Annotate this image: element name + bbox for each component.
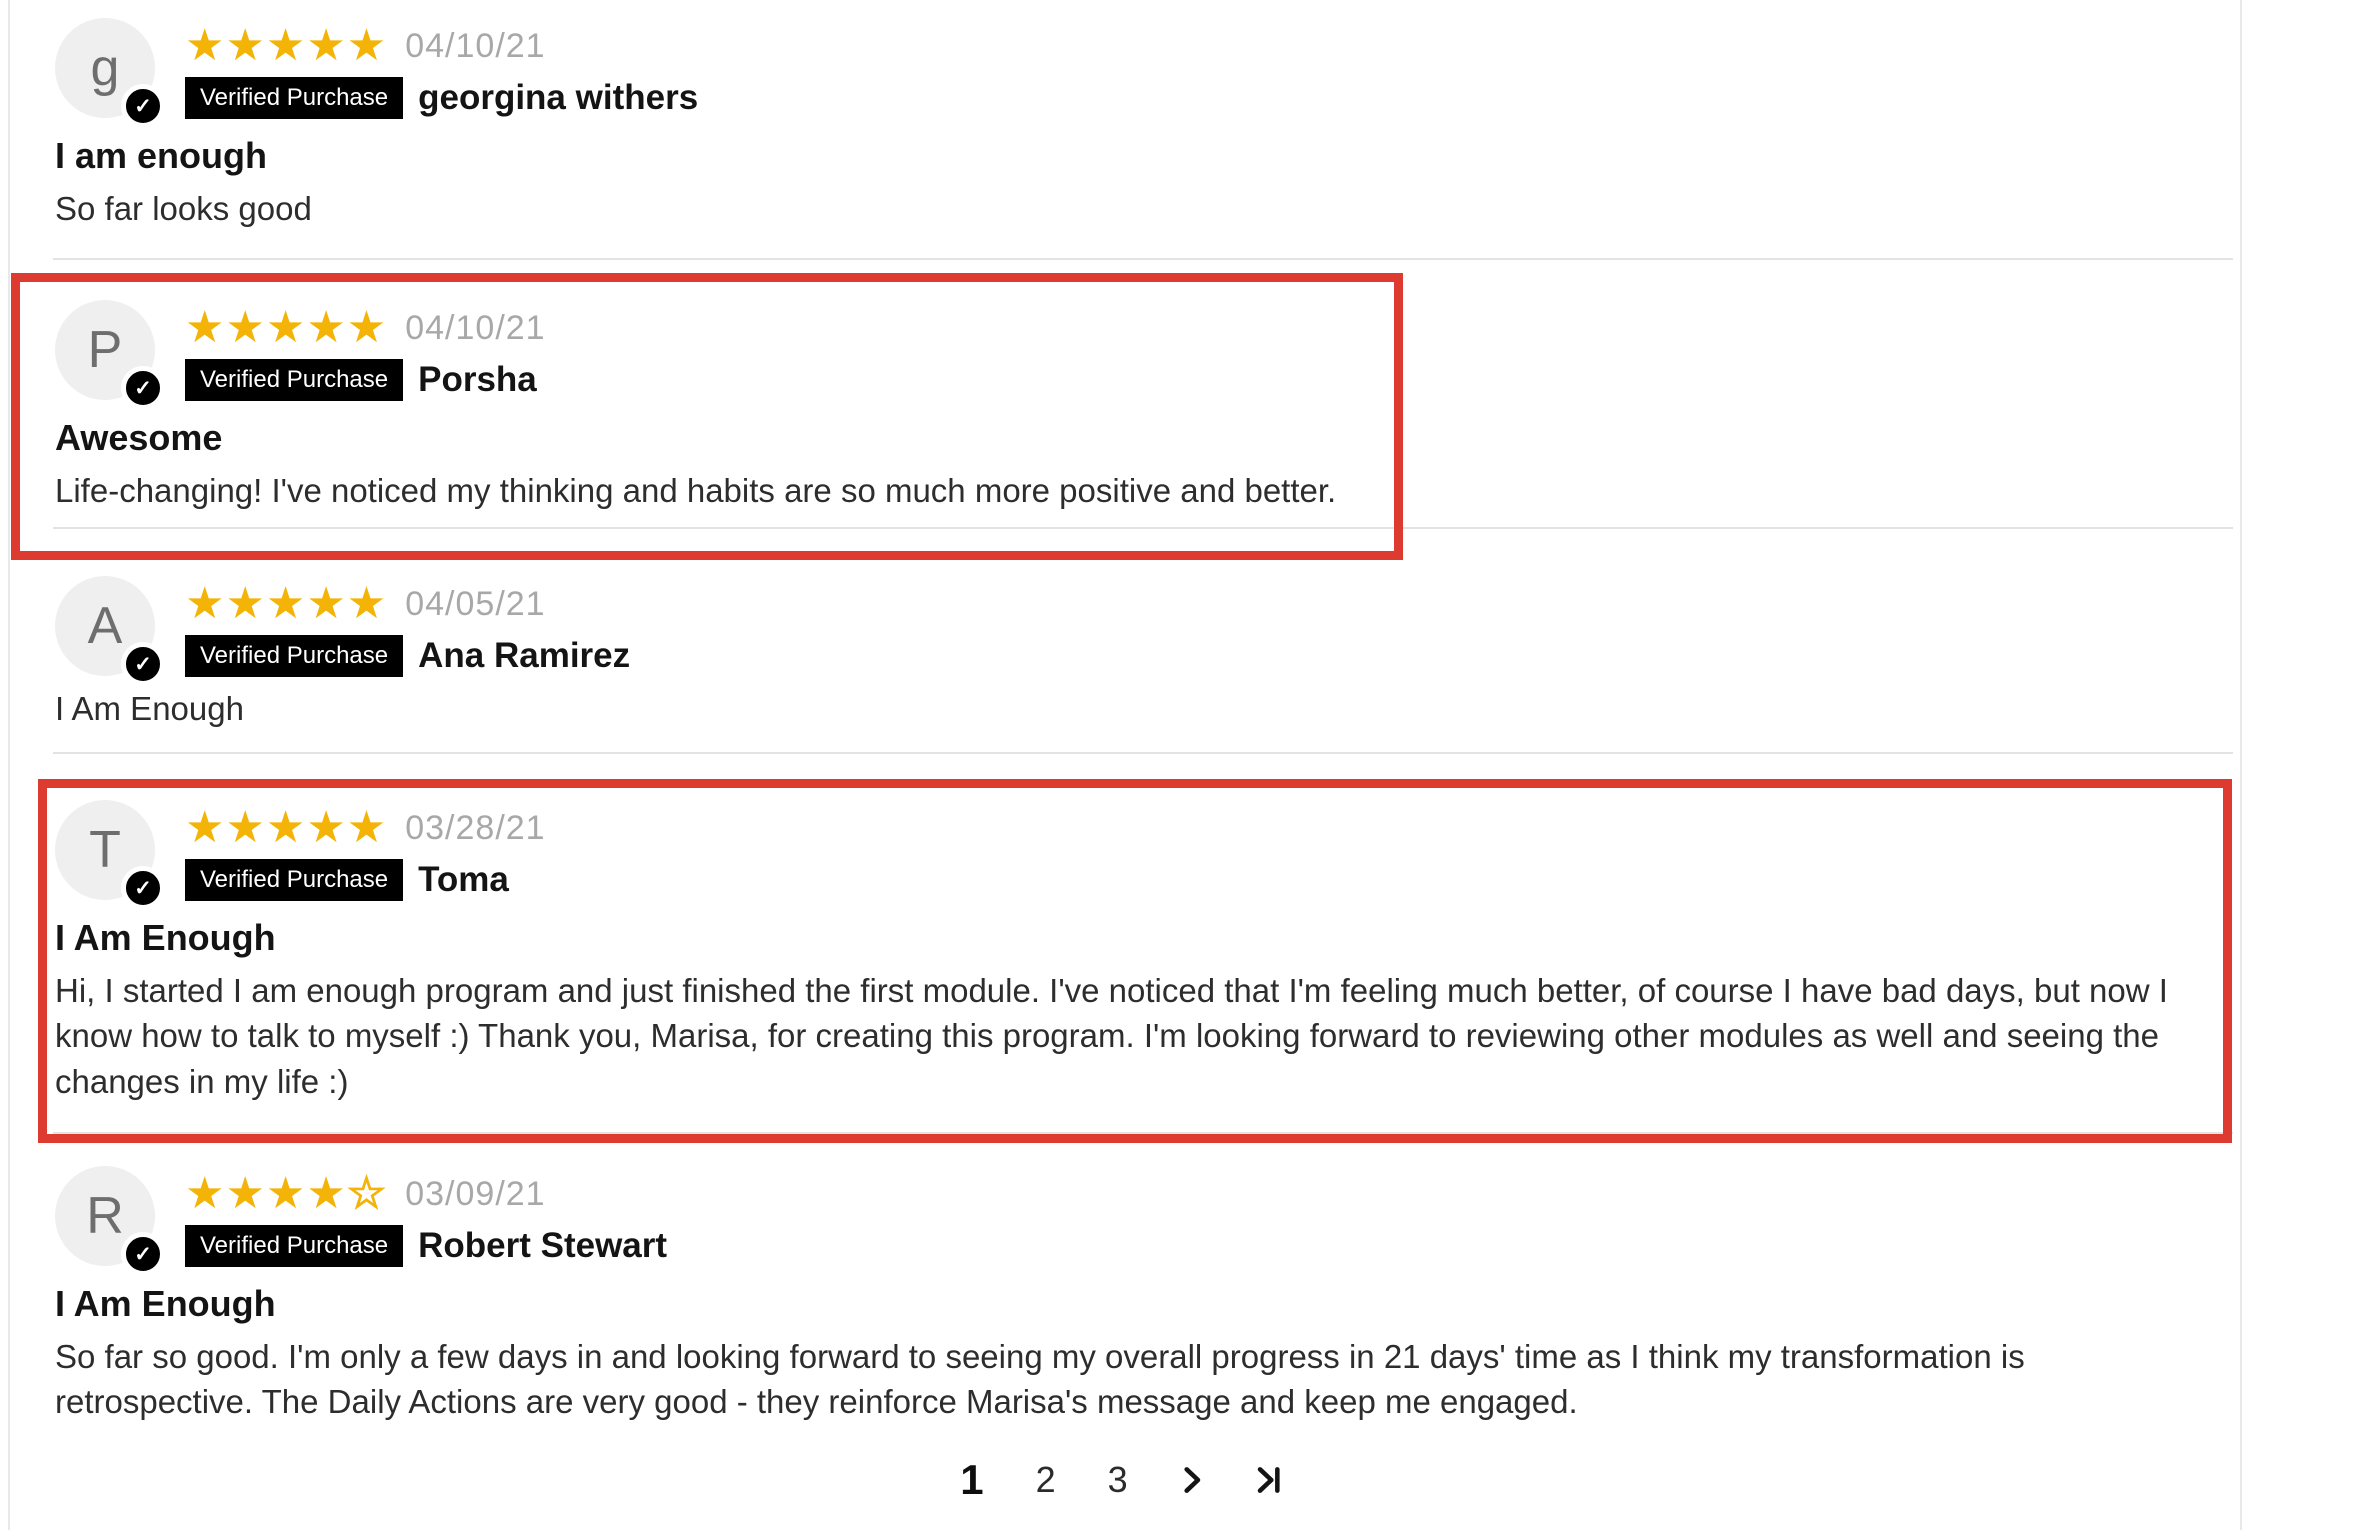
review-divider xyxy=(53,1132,2233,1134)
review-date: 04/05/21 xyxy=(405,584,546,623)
pagination-next-button[interactable] xyxy=(1172,1460,1212,1500)
review-date: 03/28/21 xyxy=(405,808,546,847)
verified-purchase-badge: Verified Purchase xyxy=(185,77,403,119)
chevron-last-icon xyxy=(1252,1464,1284,1496)
review-divider xyxy=(53,527,2233,529)
verified-purchase-badge: Verified Purchase xyxy=(185,859,403,901)
review-header xyxy=(55,572,2233,677)
verified-purchase-badge: Verified Purchase xyxy=(185,1225,403,1267)
review-date: 03/09/21 xyxy=(405,1174,546,1213)
review-header xyxy=(55,296,2233,401)
avatar-initial: g xyxy=(55,18,155,118)
avatar xyxy=(55,18,155,118)
verified-check-icon: ✓ xyxy=(121,1232,165,1276)
avatar xyxy=(55,576,155,676)
container-right-border xyxy=(2240,0,2242,1530)
pagination-page-2[interactable]: 2 xyxy=(1028,1455,1064,1505)
container-left-border xyxy=(8,0,10,1530)
review-divider xyxy=(53,752,2233,754)
avatar-initial: A xyxy=(55,576,155,676)
star-rating-icon: ★★★★★ xyxy=(185,579,388,628)
review-item xyxy=(55,572,2233,732)
reviewer-name: Ana Ramirez xyxy=(418,636,631,676)
review-header xyxy=(55,14,2233,119)
review-body: So far so good. I'm only a few days in and looking forward to seeing my overall progress in 21 days' time as I think my transformation is retrospective. The Daily Actions are very good - they reinforce Marisa's message and keep me engaged. xyxy=(55,1337,2025,1421)
review-meta xyxy=(185,296,546,401)
review-date: 04/10/21 xyxy=(405,26,546,65)
avatar xyxy=(55,1166,155,1266)
verified-purchase-badge: Verified Purchase xyxy=(185,635,403,677)
star-rating-icon: ★★★★★ xyxy=(185,803,388,852)
review-item xyxy=(55,296,2233,513)
reviewer-name: Toma xyxy=(418,860,509,900)
review-meta xyxy=(185,14,698,119)
review-meta xyxy=(185,572,630,677)
reviewer-name: georgina withers xyxy=(418,78,699,118)
review-divider xyxy=(53,258,2233,260)
review-item xyxy=(55,14,2233,231)
pagination xyxy=(0,1452,2240,1508)
verified-check-icon: ✓ xyxy=(121,642,165,686)
review-header xyxy=(55,1162,2233,1267)
review-meta xyxy=(185,1162,667,1267)
review-body: I Am Enough xyxy=(55,690,244,728)
review-item xyxy=(55,796,2233,1104)
review-meta xyxy=(185,796,546,901)
verified-check-icon: ✓ xyxy=(121,866,165,910)
avatar-initial: P xyxy=(55,300,155,400)
reviewer-name: Porsha xyxy=(418,360,537,400)
verified-purchase-badge: Verified Purchase xyxy=(185,359,403,401)
review-title: I Am Enough xyxy=(55,1283,276,1325)
review-body: So far looks good xyxy=(55,189,312,227)
avatar xyxy=(55,300,155,400)
avatar-initial: T xyxy=(55,800,155,900)
review-title: I am enough xyxy=(55,135,268,177)
avatar xyxy=(55,800,155,900)
star-rating-icon: ★★★★☆ xyxy=(185,1169,388,1218)
pagination-page-3[interactable]: 3 xyxy=(1100,1455,1136,1505)
star-rating-icon: ★★★★★ xyxy=(185,303,388,352)
star-rating-icon: ★★★★★ xyxy=(185,21,388,70)
reviewer-name: Robert Stewart xyxy=(418,1226,668,1266)
review-body: Life-changing! I've noticed my thinking and habits are so much more positive and better. xyxy=(55,471,1337,509)
verified-check-icon: ✓ xyxy=(121,84,165,128)
review-header xyxy=(55,796,2233,901)
review-body: Hi, I started I am enough program and just finished the first module. I've noticed that I'm feeling much better, of course I have bad days, but now I know how to talk to myself :) Thank you, Marisa, for creating this program. I'm looking forward to reviewing other modules as well and seeing the changes in my life :) xyxy=(55,971,2168,1100)
chevron-right-icon xyxy=(1176,1464,1208,1496)
review-title: Awesome xyxy=(55,417,223,459)
pagination-last-button[interactable] xyxy=(1248,1460,1288,1500)
avatar-initial: R xyxy=(55,1166,155,1266)
verified-check-icon: ✓ xyxy=(121,366,165,410)
pagination-page-1[interactable]: 1 xyxy=(952,1452,991,1508)
review-title: I Am Enough xyxy=(55,917,276,959)
review-date: 04/10/21 xyxy=(405,308,546,347)
review-item xyxy=(55,1162,2233,1425)
